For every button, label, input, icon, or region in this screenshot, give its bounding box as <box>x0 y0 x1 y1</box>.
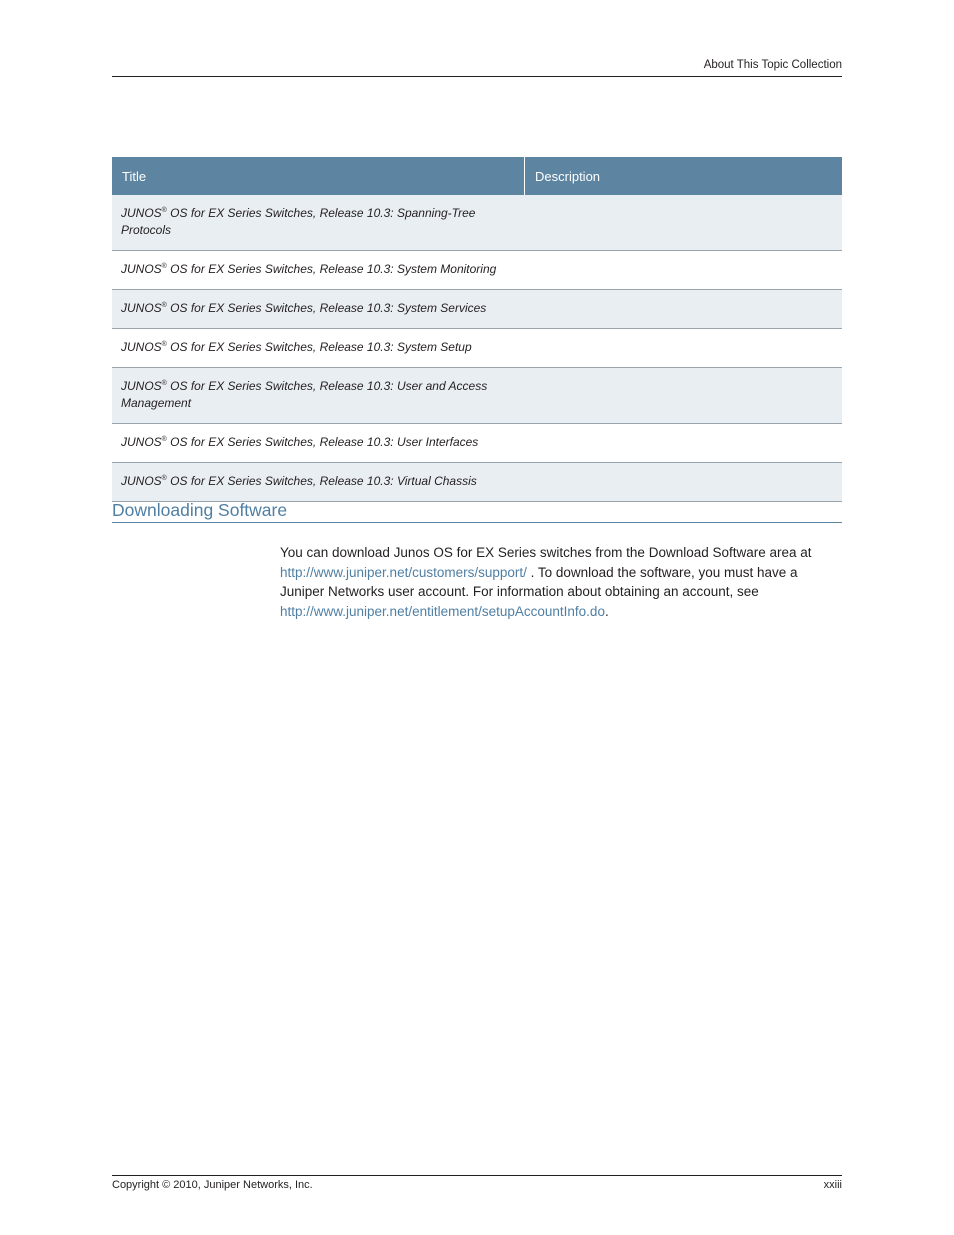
download-paragraph <box>280 543 842 621</box>
cell-title <box>112 424 842 463</box>
cell-title <box>112 329 842 368</box>
paragraph-text-1: You can download Junos OS for EX Series switches from the Download Software area at <box>280 545 812 560</box>
title-prefix: JUNOS <box>121 474 162 488</box>
running-header-title: About This Topic Collection <box>703 59 842 71</box>
table-row <box>112 290 842 329</box>
title-prefix: JUNOS <box>121 206 162 220</box>
running-footer <box>112 1175 842 1194</box>
section-heading-text: Downloading Software <box>112 500 288 520</box>
account-info-link[interactable]: http://www.juniper.net/entitlement/setupAccountInfo.do <box>280 603 605 619</box>
paragraph-text-2: . To download the software, you must have a Juniper Networks user account. For information about obtaining an account, see <box>280 564 798 599</box>
cell-title <box>112 251 842 290</box>
topic-collection-table <box>112 157 842 502</box>
column-header-description: Description <box>525 157 843 195</box>
title-prefix: JUNOS <box>121 301 162 315</box>
title-text: OS for EX Series Switches, Release 10.3: User and Access Management <box>121 379 488 410</box>
table-row <box>112 195 842 251</box>
table-row <box>112 424 842 463</box>
title-prefix: JUNOS <box>121 435 162 449</box>
title-text: OS for EX Series Switches, Release 10.3: System Setup <box>166 340 472 354</box>
table-header-row <box>112 157 842 195</box>
title-prefix: JUNOS <box>121 379 162 393</box>
registered-mark: ® <box>161 341 167 348</box>
registered-mark: ® <box>161 380 167 387</box>
registered-mark: ® <box>161 436 167 443</box>
table-row <box>112 251 842 290</box>
paragraph-text-3: . <box>604 603 609 619</box>
table-body <box>112 195 842 502</box>
table-row <box>112 463 842 502</box>
section-heading <box>112 498 842 523</box>
table-row <box>112 329 842 368</box>
registered-mark: ® <box>161 302 167 309</box>
registered-mark: ® <box>161 475 167 482</box>
title-prefix: JUNOS <box>121 340 162 354</box>
footer-copyright: Copyright © 2010, Juniper Networks, Inc. <box>112 1179 313 1191</box>
registered-mark: ® <box>161 207 167 214</box>
cell-title <box>112 463 842 502</box>
cell-title <box>112 368 842 424</box>
page-number: xxiii <box>823 1179 842 1191</box>
column-header-title: Title <box>112 157 525 195</box>
cell-title <box>112 290 842 329</box>
title-text: OS for EX Series Switches, Release 10.3: System Monitoring <box>166 262 497 276</box>
title-text: OS for EX Series Switches, Release 10.3: System Services <box>166 301 487 315</box>
title-prefix: JUNOS <box>121 262 162 276</box>
registered-mark: ® <box>161 263 167 270</box>
cell-title <box>112 195 842 251</box>
title-text: OS for EX Series Switches, Release 10.3: Spanning-Tree Protocols <box>121 206 476 237</box>
support-link[interactable]: http://www.juniper.net/customers/support/ <box>280 564 527 580</box>
title-text: OS for EX Series Switches, Release 10.3: Virtual Chassis <box>166 474 477 488</box>
title-text: OS for EX Series Switches, Release 10.3: User Interfaces <box>166 435 479 449</box>
running-header <box>112 57 842 77</box>
table-row <box>112 368 842 424</box>
